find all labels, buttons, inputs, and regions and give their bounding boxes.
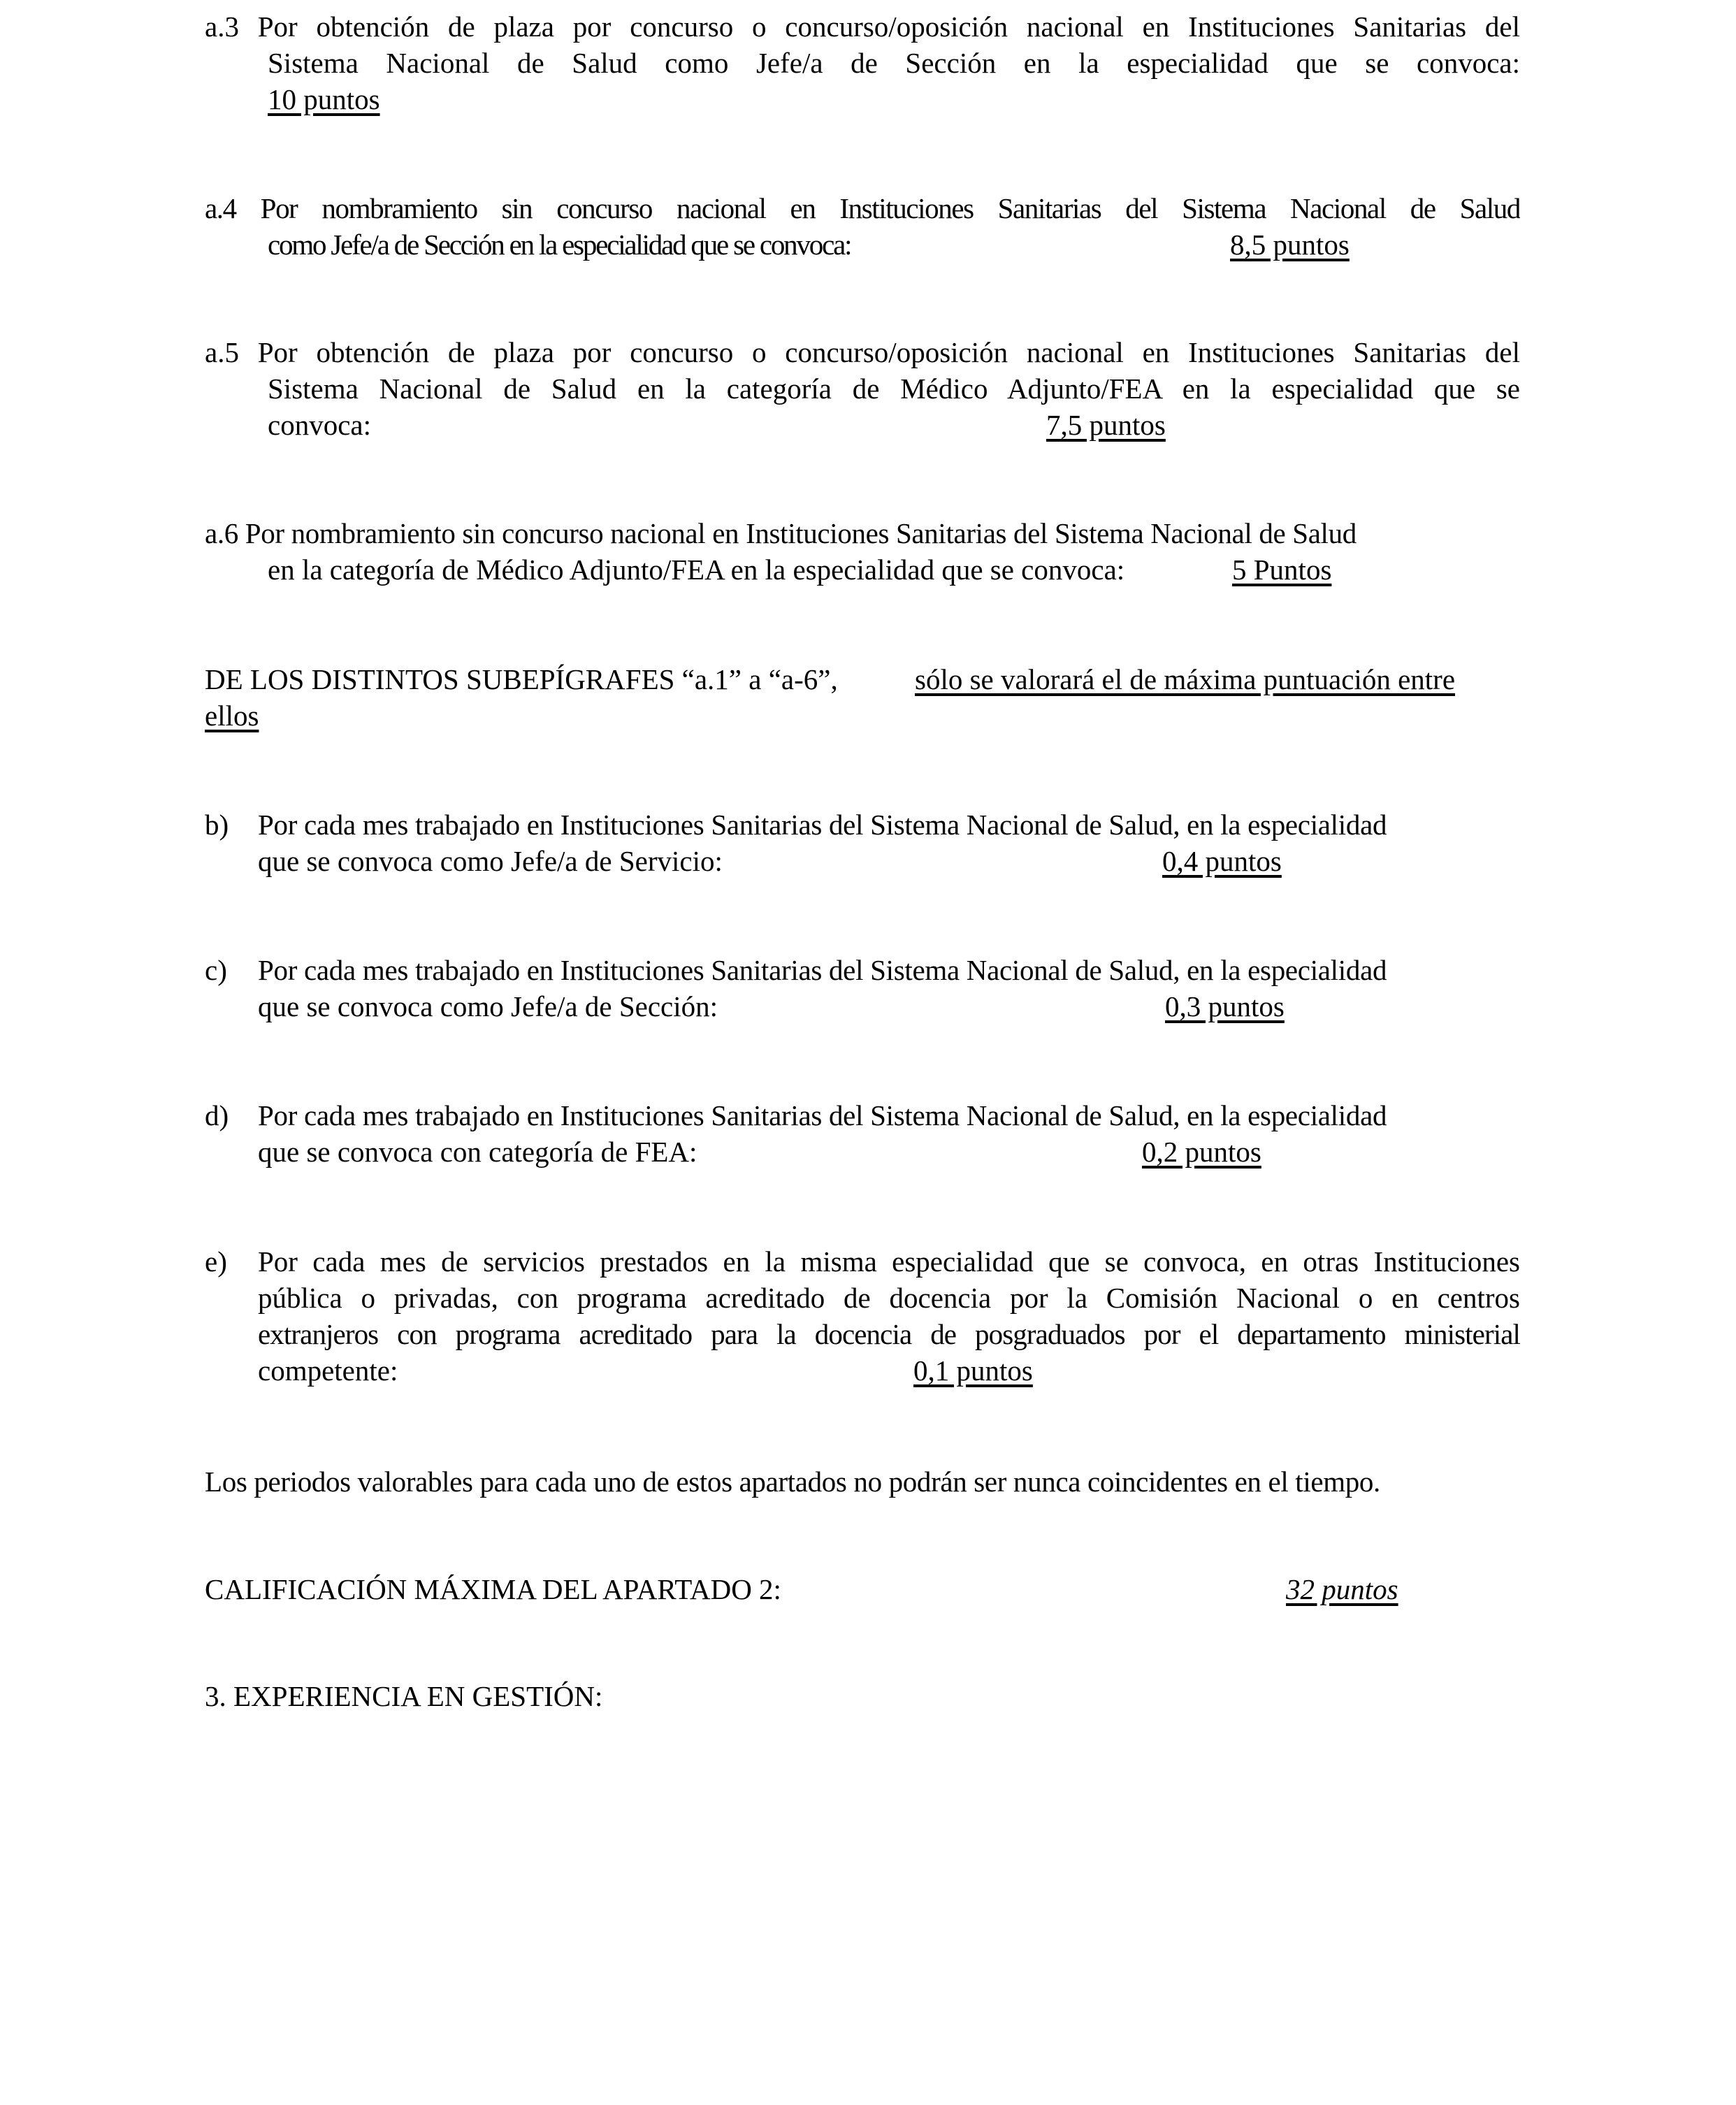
item-a6-line-2-text: en la categoría de Médico Adjunto/FEA en la especialidad que se convoca:: [268, 554, 1125, 586]
subepigraph-note-line-2: [205, 697, 1520, 734]
item-b-line-1: [205, 806, 1520, 843]
item-d-line-1: [205, 1097, 1520, 1134]
max-score: [205, 1571, 1520, 1607]
item-a6: [205, 515, 1520, 588]
item-a3: [205, 8, 1520, 117]
item-b-line-2-text: que se convoca como Jefe/a de Servicio:: [258, 845, 723, 877]
item-d-line-1-text: Por cada mes trabajado en Instituciones Sanitarias del Sistema Nacional de Salud, en la especialidad: [258, 1099, 1387, 1131]
periods-note-text: Los periodos valorables para cada uno de estos apartados no podrán ser nunca coincidentes en el tiempo.: [205, 1466, 1380, 1498]
item-d: [205, 1097, 1520, 1170]
item-c-label: c): [205, 954, 227, 986]
item-a4-points: 8,5 puntos: [1230, 229, 1350, 261]
item-c-line-2: [205, 988, 1520, 1025]
item-e-line-4-text: competente:: [258, 1354, 398, 1387]
subepigraph-note-line-1: [205, 661, 1520, 697]
item-d-points: 0,2 puntos: [1142, 1136, 1261, 1168]
item-d-label: d): [205, 1099, 229, 1131]
item-c-line-1: [205, 952, 1520, 988]
item-b-points: 0,4 puntos: [1162, 845, 1282, 877]
subepigraph-note: [205, 661, 1520, 734]
item-e-points: 0,1 puntos: [913, 1354, 1033, 1387]
max-score-label: CALIFICACIÓN MÁXIMA DEL APARTADO 2:: [205, 1573, 781, 1605]
max-score-points: 32 puntos: [1286, 1573, 1398, 1605]
item-b-label: b): [205, 809, 229, 841]
max-score-line: [205, 1571, 1520, 1607]
item-a4-line-1: a.4 Por nombramiento sin concurso nacional en Instituciones Sanitarias del Sistema Nacional de Salud: [205, 192, 1520, 224]
item-d-line-2: [205, 1134, 1520, 1170]
item-d-line-2-text: que se convoca con categoría de FEA:: [258, 1136, 697, 1168]
subepigraph-note-emphasis-end: ellos: [205, 700, 259, 732]
item-a5: [205, 334, 1520, 443]
item-b-line-2: [205, 843, 1520, 879]
item-a6-points: 5 Puntos: [1232, 554, 1332, 586]
section-3-heading: [205, 1678, 1520, 1714]
item-c-line-2-text: que se convoca como Jefe/a de Sección:: [258, 990, 718, 1022]
item-c: [205, 952, 1520, 1025]
item-a3-line-2: Sistema Nacional de Salud como Jefe/a de Sección en la especialidad que se convoca:: [268, 47, 1520, 79]
item-e-line-4: [205, 1352, 1520, 1389]
item-a3-points: 10 puntos: [268, 83, 380, 115]
periods-note: [205, 1463, 1520, 1500]
item-a5-line-1: a.5 Por obtención de plaza por concurso o concurso/oposición nacional en Instituciones Sanitarias del: [205, 336, 1520, 368]
item-b: [205, 806, 1520, 879]
item-a3-line-3: [205, 81, 1520, 117]
item-e-line-3: extranjeros con programa acreditado para la docencia de posgraduados por el departamento ministerial: [258, 1318, 1520, 1350]
subepigraph-note-emphasis: sólo se valorará el de máxima puntuación entre: [915, 663, 1456, 695]
item-a4-line-2: [205, 226, 1520, 263]
item-e-line-1: [205, 1243, 1520, 1280]
item-e-label: e): [205, 1245, 227, 1278]
item-b-line-1-text: Por cada mes trabajado en Instituciones Sanitarias del Sistema Nacional de Salud, en la especialidad: [258, 809, 1387, 841]
subepigraph-note-prefix: DE LOS DISTINTOS SUBEPÍGRAFES “a.1” a “a-6”,: [205, 663, 838, 695]
item-a3-line-1: a.3 Por obtención de plaza por concurso o concurso/oposición nacional en Instituciones Sanitarias del: [205, 10, 1520, 43]
item-c-points: 0,3 puntos: [1165, 990, 1285, 1022]
item-a5-line-3-text: convoca:: [268, 409, 371, 441]
item-a5-line-3: [205, 407, 1520, 443]
item-a6-line-1: a.6 Por nombramiento sin concurso nacional en Instituciones Sanitarias del Sistema Nacional de Salud: [205, 517, 1357, 549]
item-a5-line-2: Sistema Nacional de Salud en la categoría de Médico Adjunto/FEA en la especialidad que se: [268, 372, 1520, 405]
item-e: [205, 1243, 1520, 1389]
item-a4: [205, 190, 1520, 263]
item-c-line-1-text: Por cada mes trabajado en Instituciones Sanitarias del Sistema Nacional de Salud, en la especialidad: [258, 954, 1387, 986]
item-e-line-1-text: Por cada mes de servicios prestados en la misma especialidad que se convoca, en otras Instituciones: [258, 1245, 1520, 1278]
item-a5-points: 7,5 puntos: [1046, 409, 1166, 441]
item-a4-line-2-text: como Jefe/a de Sección en la especialidad que se convoca:: [268, 229, 851, 261]
item-a6-line-2: [205, 551, 1520, 588]
section-3-title: 3. EXPERIENCIA EN GESTIÓN:: [205, 1680, 603, 1712]
item-e-line-2: pública o privadas, con programa acreditado de docencia por la Comisión Nacional o en centros: [258, 1282, 1520, 1314]
